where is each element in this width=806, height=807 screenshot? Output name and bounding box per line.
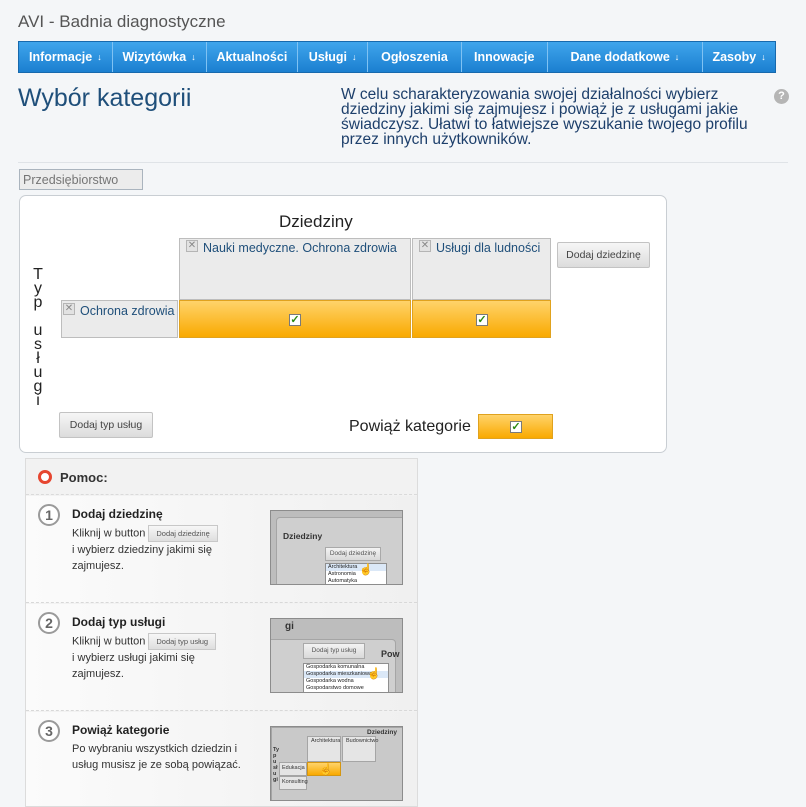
domain-label: Nauki medyczne. Ochrona zdrowia bbox=[203, 241, 397, 255]
link-cell[interactable] bbox=[412, 300, 551, 338]
domain-label: Usługi dla ludności bbox=[436, 241, 541, 255]
thumb-col: Budownictwo bbox=[342, 736, 376, 762]
thumb-header: Dziedziny bbox=[283, 531, 323, 541]
step-screenshot bbox=[270, 618, 403, 693]
hand-cursor-icon: ☝ bbox=[367, 668, 381, 680]
nav-item-wizytowka[interactable]: Wizytówka ↓ bbox=[113, 42, 207, 72]
nav-item-dane-dodatkowe[interactable]: Dane dodatkowe ↓ bbox=[548, 42, 704, 72]
step-title: Dodaj typ usługi bbox=[72, 615, 166, 629]
link-categories-label: Powiąż kategorie bbox=[349, 418, 471, 435]
step-text: Po wybraniu wszystkich dziedzin i usług musisz je ze sobą powiązać. bbox=[72, 743, 241, 771]
link-categories-checkbox: ✓ bbox=[511, 421, 521, 433]
step-screenshot bbox=[270, 510, 403, 585]
step-number: 3 bbox=[38, 720, 60, 742]
service-types-header-char: s bbox=[34, 336, 42, 353]
step-title: Powiąż kategorie bbox=[72, 723, 170, 737]
thumb-side-text: gi bbox=[285, 621, 294, 632]
link-cell[interactable] bbox=[179, 300, 411, 338]
main-nav bbox=[18, 41, 776, 73]
help-title: Pomoc: bbox=[60, 470, 108, 485]
arrow-down-icon: ↓ bbox=[97, 52, 102, 62]
thumb-header: Dziedziny bbox=[367, 729, 397, 736]
thumb-button: Dodaj typ usług bbox=[303, 643, 365, 659]
site-title: AVI - Badnia diagnostyczne bbox=[18, 12, 226, 31]
service-types-header-char: y bbox=[34, 280, 42, 297]
arrow-down-icon: ↓ bbox=[191, 52, 196, 62]
service-type-label: Ochrona zdrowia bbox=[80, 304, 175, 318]
step-number: 2 bbox=[38, 612, 60, 634]
service-types-header-char: u bbox=[33, 364, 43, 381]
add-service-type-button[interactable]: Dodaj typ usług bbox=[59, 412, 153, 438]
thumb-col: Architektura bbox=[307, 736, 341, 762]
remove-service-type-icon[interactable]: ✕ bbox=[64, 303, 74, 314]
remove-domain-icon[interactable]: ✕ bbox=[187, 240, 197, 251]
add-domain-button[interactable]: Dodaj dziedzinę bbox=[557, 242, 650, 268]
divider bbox=[18, 162, 788, 163]
service-types-header-char: T bbox=[33, 266, 43, 283]
lifebuoy-icon bbox=[38, 470, 52, 484]
thumb-dropdown: Gospodarka komunalna Gospodarka mieszkaniowa Gospodarka wodna Gospodarstwo domowe bbox=[303, 663, 389, 693]
step-number: 1 bbox=[38, 504, 60, 526]
link-checkbox[interactable]: ✓ bbox=[290, 314, 300, 326]
nav-item-informacje[interactable]: Informacje ↓ bbox=[19, 42, 113, 72]
nav-item-uslugi[interactable]: Usługi ↓ bbox=[298, 42, 368, 72]
service-types-header-char: p bbox=[33, 294, 43, 311]
help-step bbox=[26, 604, 417, 711]
example-add-service-button: Dodaj typ usług bbox=[148, 633, 216, 650]
help-step bbox=[26, 496, 417, 603]
thumb-row: Edukacja bbox=[279, 762, 307, 776]
thumb-side-text: Pow bbox=[381, 649, 400, 659]
thumb-button: Dodaj dziedzinę bbox=[325, 547, 381, 561]
arrow-down-icon: ↓ bbox=[352, 52, 357, 62]
thumb-dropdown: Architektura Astronomia Automatyka bbox=[325, 563, 387, 585]
link-categories-button[interactable] bbox=[478, 414, 553, 439]
help-header bbox=[26, 459, 417, 495]
nav-item-aktualnosci[interactable]: Aktualności bbox=[207, 42, 299, 72]
service-types-header-char: u bbox=[33, 322, 43, 339]
nav-item-zasoby[interactable]: Zasoby ↓ bbox=[712, 50, 766, 64]
help-icon[interactable]: ? bbox=[774, 89, 789, 104]
remove-domain-icon[interactable]: ✕ bbox=[420, 240, 430, 251]
page-title: Wybór kategorii bbox=[18, 84, 192, 112]
intro-text: W celu scharakteryzowania swojej działalności wybierz dziedziny jakimi się zajmujesz i powiąż je z usługami jakie świadczysz. Ułatwi to łatwiejsze wyszukanie twojego profilu przez innych użytkowników. bbox=[341, 86, 748, 148]
arrow-down-icon: ↓ bbox=[761, 52, 766, 62]
arrow-down-icon: ↓ bbox=[674, 52, 680, 62]
hand-cursor-icon: ☝ bbox=[359, 564, 373, 576]
step-screenshot bbox=[270, 726, 403, 801]
thumb-side-text: Typ usługi bbox=[273, 747, 280, 783]
nav-item-ogloszenia[interactable]: Ogłoszenia bbox=[368, 42, 462, 72]
step-title: Dodaj dziedzinę bbox=[72, 507, 163, 521]
link-checkbox[interactable]: ✓ bbox=[477, 314, 487, 326]
entity-type-input[interactable] bbox=[19, 169, 143, 190]
service-types-header-char: i bbox=[36, 392, 40, 409]
help-step bbox=[26, 712, 417, 807]
nav-item-innowacje[interactable]: Innowacje bbox=[462, 42, 548, 72]
step-text: Kliknij w button Dodaj dziedzinę i wybierz dziedziny jakimi się zajmujesz. bbox=[72, 525, 242, 574]
help-panel bbox=[25, 458, 418, 807]
example-add-domain-button: Dodaj dziedzinę bbox=[148, 525, 217, 542]
domains-header: Dziedziny bbox=[279, 212, 353, 231]
service-types-header-char: ł bbox=[36, 350, 40, 367]
thumb-row: Konsulting bbox=[279, 776, 307, 790]
step-text: Kliknij w button Dodaj typ usług i wybierz usługi jakimi się zajmujesz. bbox=[72, 633, 242, 682]
service-types-header-char: g bbox=[33, 378, 43, 395]
hand-cursor-icon: ☝ bbox=[319, 764, 333, 776]
